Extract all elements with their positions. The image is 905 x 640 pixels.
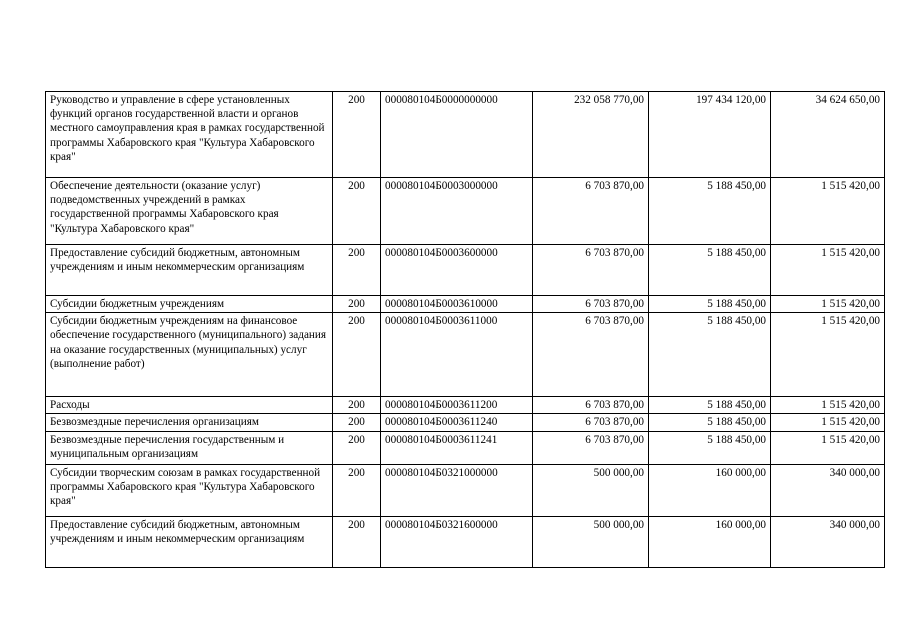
row-name: Субсидии бюджетным учреждениям	[46, 296, 333, 313]
row-sum-2: 340 000,00	[771, 464, 885, 516]
row-sum-1: 5 188 450,00	[649, 313, 771, 397]
row-code: 200	[333, 92, 381, 178]
row-code: 200	[333, 245, 381, 296]
row-csr: 000080104Б0003611000	[381, 313, 533, 397]
row-sum-2: 340 000,00	[771, 516, 885, 567]
row-sum-1: 5 188 450,00	[649, 245, 771, 296]
row-sum-1: 5 188 450,00	[649, 414, 771, 431]
row-total: 6 703 870,00	[533, 431, 649, 464]
table-row	[46, 245, 885, 296]
row-sum-2: 1 515 420,00	[771, 245, 885, 296]
row-csr: 000080104Б0003611241	[381, 431, 533, 464]
row-sum-2: 1 515 420,00	[771, 397, 885, 414]
row-sum-1: 160 000,00	[649, 464, 771, 516]
row-name: Субсидии творческим союзам в рамках государственной программы Хабаровского края "Культура Хабаровского края"	[46, 464, 333, 516]
row-sum-2: 1 515 420,00	[771, 431, 885, 464]
row-sum-2: 34 624 650,00	[771, 92, 885, 178]
row-total: 500 000,00	[533, 516, 649, 567]
row-sum-1: 5 188 450,00	[649, 431, 771, 464]
row-sum-1: 5 188 450,00	[649, 178, 771, 245]
row-name: Предоставление субсидий бюджетным, автономным учреждениям и иным некоммерческим организациям	[46, 245, 333, 296]
row-code: 200	[333, 414, 381, 431]
row-csr: 000080104Б0003600000	[381, 245, 533, 296]
row-name: Обеспечение деятельности (оказание услуг) подведомственных учреждений в рамках государственной программы Хабаровского края "Культура Хабаровского края"	[46, 178, 333, 245]
row-sum-2: 1 515 420,00	[771, 296, 885, 313]
row-code: 200	[333, 313, 381, 397]
row-total: 6 703 870,00	[533, 414, 649, 431]
table-row	[46, 397, 885, 414]
row-code: 200	[333, 431, 381, 464]
row-sum-2: 1 515 420,00	[771, 313, 885, 397]
row-code: 200	[333, 516, 381, 567]
row-csr: 000080104Б0003611200	[381, 397, 533, 414]
row-total: 232 058 770,00	[533, 92, 649, 178]
row-csr: 000080104Б0003610000	[381, 296, 533, 313]
row-total: 6 703 870,00	[533, 397, 649, 414]
row-csr: 000080104Б0003000000	[381, 178, 533, 245]
row-total: 6 703 870,00	[533, 245, 649, 296]
table-row	[46, 516, 885, 567]
row-sum-1: 197 434 120,00	[649, 92, 771, 178]
row-total: 6 703 870,00	[533, 313, 649, 397]
row-total: 6 703 870,00	[533, 296, 649, 313]
row-code: 200	[333, 296, 381, 313]
row-sum-1: 160 000,00	[649, 516, 771, 567]
table-row	[46, 313, 885, 397]
row-sum-1: 5 188 450,00	[649, 397, 771, 414]
row-csr: 000080104Б0321600000	[381, 516, 533, 567]
table-row	[46, 414, 885, 431]
row-csr: 000080104Б0003611240	[381, 414, 533, 431]
row-code: 200	[333, 178, 381, 245]
row-code: 200	[333, 464, 381, 516]
row-name: Предоставление субсидий бюджетным, автономным учреждениям и иным некоммерческим организациям	[46, 516, 333, 567]
row-sum-2: 1 515 420,00	[771, 178, 885, 245]
table-row	[46, 296, 885, 313]
row-total: 6 703 870,00	[533, 178, 649, 245]
row-code: 200	[333, 397, 381, 414]
table-row	[46, 178, 885, 245]
table-row	[46, 431, 885, 464]
row-sum-2: 1 515 420,00	[771, 414, 885, 431]
table-row	[46, 464, 885, 516]
row-name: Безвозмездные перечисления организациям	[46, 414, 333, 431]
budget-table	[45, 91, 885, 568]
row-name: Безвозмездные перечисления государственным и муниципальным организациям	[46, 431, 333, 464]
row-total: 500 000,00	[533, 464, 649, 516]
table-row	[46, 92, 885, 178]
row-csr: 000080104Б0000000000	[381, 92, 533, 178]
row-csr: 000080104Б0321000000	[381, 464, 533, 516]
row-sum-1: 5 188 450,00	[649, 296, 771, 313]
row-name: Расходы	[46, 397, 333, 414]
row-name: Руководство и управление в сфере установленных функций органов государственной власти и органов местного самоуправления края в рамках государственной программы Хабаровского края "Культура Хабаровского края"	[46, 92, 333, 178]
row-name: Субсидии бюджетным учреждениям на финансовое обеспечение государственного (муниципального) задания на оказание государственных (муниципальных) услуг (выполнение работ)	[46, 313, 333, 397]
